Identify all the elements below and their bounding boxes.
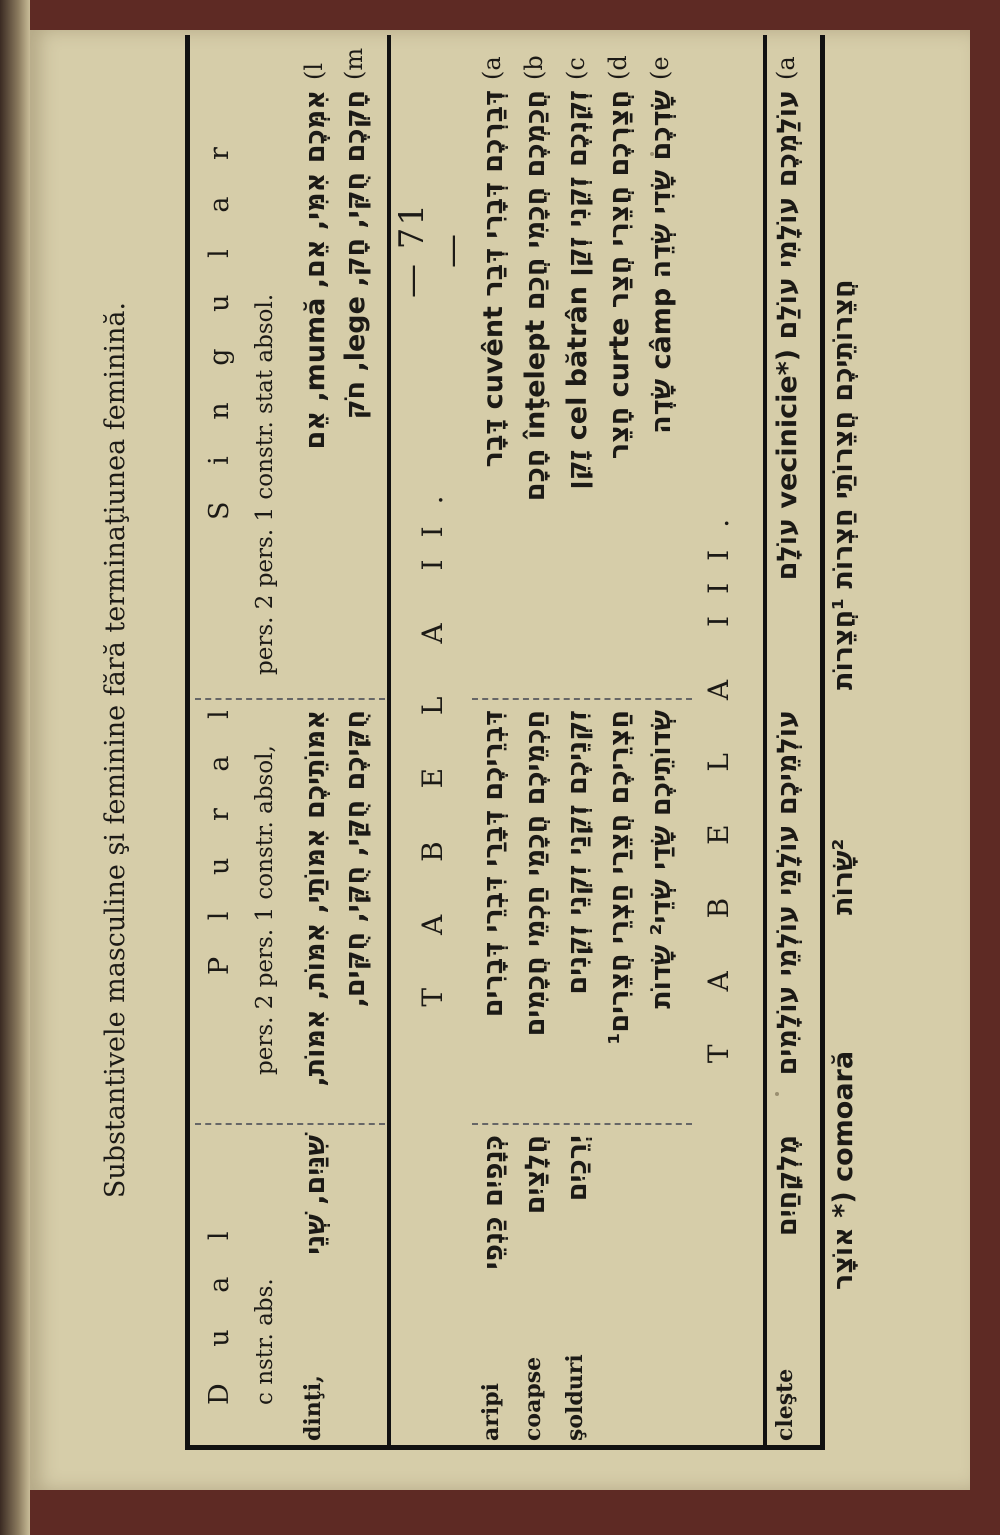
singular-forms: שָׂדְכֶם שָׂדִי שְׂדֵה câmp שָׂדֶה: [646, 90, 677, 434]
singular-forms: דְּבַרְכֶם דְּבָרִי דְּבַר cuvênt דָּבָר: [478, 90, 509, 468]
singular-forms: אִמְּכֶם אִמִּי, אֵם, mumă, אֵם: [300, 90, 331, 450]
footnote-text: חֲצֵרוֹתֵיכֶם חֲצֵרוֹתַי חַצְרוֹת ¹חֲצֵרוֹת: [828, 279, 859, 690]
rotated-content: [70, 40, 970, 1460]
header-dual-title: D u a l: [204, 1217, 235, 1405]
singular-forms: חָקְכֶם חֻקִּי, חָק, lege, חֹק: [340, 90, 371, 420]
footnote-sarot: [828, 839, 859, 915]
footnote-text: ²שָׂרוֹת: [828, 838, 859, 915]
singular-forms: זְקֵנְכֶם זְקֵנִי זְקַן cel bătrân זָקֵן: [562, 90, 593, 490]
singular-forms: חֲכַמְכֶם חֲכָמִי חֲכַם înţelept חָכָם: [520, 90, 551, 502]
dual-forms: מֶלְקָחַיִם: [772, 1135, 803, 1237]
dual-forms: כְּנָפַיִם כַּנְפֵי: [478, 1135, 509, 1270]
page-number: — 71 —: [392, 201, 472, 299]
row-letter: (d: [604, 55, 632, 80]
row-label: şolduri: [562, 1354, 588, 1441]
dual-forms: יְרֵכַיִם: [562, 1135, 593, 1202]
table3-title: T A B E L A III.: [702, 496, 735, 1064]
header-plural-title: P l u r a l: [204, 696, 235, 975]
plural-forms: חַצְרֵיכֶם חֲצֵרַי חַצְרֵי חֲצֵרִים¹: [604, 710, 635, 1045]
plural-forms: חֻקֵּיכֶם חֻקַּי, חֻקֵּי, חֻקִּים,: [340, 710, 371, 1008]
footnote-haserot: [828, 279, 859, 690]
row-letter: (a: [478, 56, 506, 80]
plural-forms: עוֹלְמֵיכֶם עוֹלָמַי עוֹלְמֵי עוֹלָמִים: [772, 710, 803, 1076]
footnote-comoara: [828, 1051, 859, 1290]
singular-forms: עוֹלַמְכֶם עוֹלָמִי עוֹלַם (*vecinicie עוֹלָם: [772, 90, 803, 581]
row-label: aripi: [478, 1383, 504, 1441]
row-letter: (a: [772, 56, 800, 80]
plural-forms: אִמּוֹתֵיכֶם אִמּוֹתַי, אִמּוֹת, אִמּוֹת,: [300, 710, 331, 1087]
row-label: dinţi,: [300, 1375, 326, 1441]
plural-forms: זִקְנֵיכֶם זְקֵנַי זִקְנֵי זְקֵנִים: [562, 710, 593, 995]
row-letter: (b: [520, 55, 548, 80]
header-singular-title: S i n g u l a r: [204, 133, 235, 520]
singular-forms: חֲצַרְכֶם חֲצֵרִי חֲצַר curte חָצֵר: [604, 90, 635, 460]
row-letter: (l: [300, 62, 328, 80]
footnote-text: comoară (* אוֹצָר: [828, 1050, 859, 1290]
page-caption: Substantivele masculine şi feminine fără terminaţiunea feminină.: [100, 301, 131, 1199]
header-dual-sub: c nstr. abs.: [252, 1278, 278, 1405]
row-letter: (e: [646, 56, 674, 80]
column-divider: [195, 1105, 385, 1125]
row-letter: (m: [340, 47, 368, 80]
column-divider: [472, 680, 692, 700]
section-rule: [387, 35, 391, 1445]
book-spine: [0, 0, 30, 1535]
book-page: [30, 30, 970, 1490]
table2-title: T A B E L A II.: [416, 473, 449, 1007]
plural-forms: חַכְמֵיכֶם חֲכָמַי חַכְמֵי חֲכָמִים: [520, 710, 551, 1037]
plural-forms: דִּבְרֵיכֶם דְּבָרַי דִּבְרֵי דְּבָרִים: [478, 710, 509, 1018]
column-divider: [472, 1105, 692, 1125]
row-label: coapse: [520, 1356, 546, 1441]
plural-forms: שְׂדוֹתֵיכֶם שָׂדַי שְׂדֵי² שָׂדוֹת: [646, 710, 677, 1009]
declension-table: [185, 35, 825, 1450]
section-rule: [763, 35, 767, 1445]
header-plural-sub: pers. 2 pers. 1 constr. absol,: [252, 745, 278, 1075]
column-divider: [195, 680, 385, 700]
row-label: cleşte: [772, 1368, 798, 1441]
row-letter: (c: [562, 57, 590, 80]
dual-forms: חֲלָצַיִם: [520, 1135, 551, 1215]
dual-forms: שִׁנַּיִם, שְׁנֵי: [300, 1135, 331, 1255]
header-singular-sub: pers. 2 pers. 1 constr. stat absol.: [252, 293, 278, 675]
